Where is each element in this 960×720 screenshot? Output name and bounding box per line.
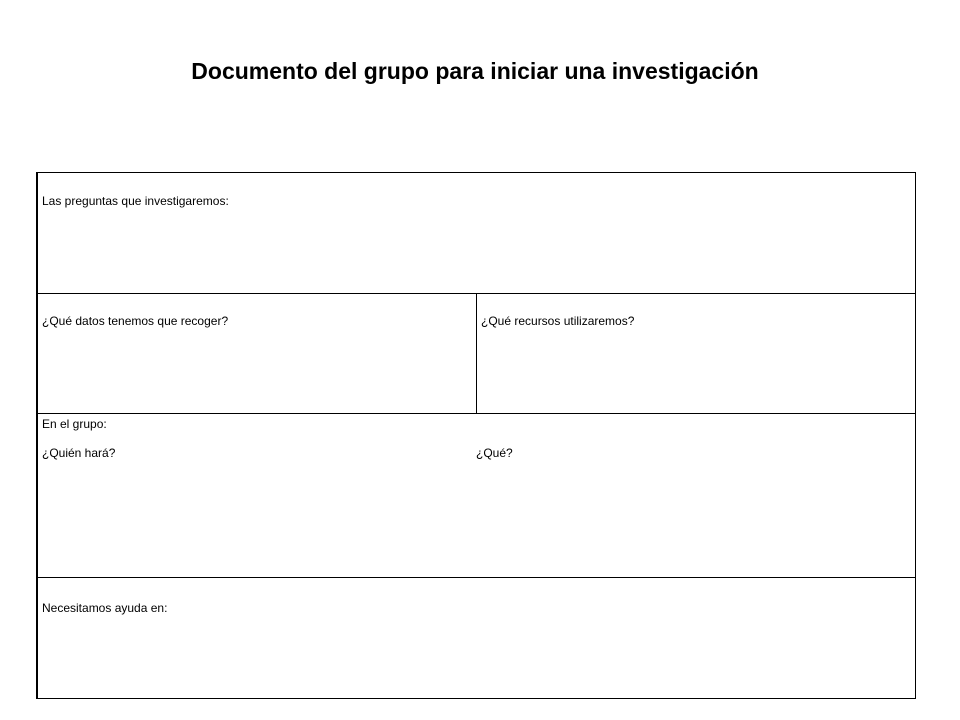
group-label: En el grupo: xyxy=(42,417,107,431)
help-needed-label: Necesitamos ayuda en: xyxy=(42,601,168,615)
data-to-collect-cell[interactable] xyxy=(36,293,477,414)
who-label: ¿Quién hará? xyxy=(42,446,116,460)
questions-label: Las preguntas que investigaremos: xyxy=(42,194,229,208)
resources-cell[interactable] xyxy=(476,293,916,414)
questions-cell[interactable] xyxy=(36,172,916,294)
planning-form xyxy=(36,172,916,699)
help-needed-cell[interactable] xyxy=(36,577,916,699)
data-to-collect-label: ¿Qué datos tenemos que recoger? xyxy=(42,314,229,328)
what-label: ¿Qué? xyxy=(476,446,513,460)
resources-label: ¿Qué recursos utilizaremos? xyxy=(481,314,635,328)
page-title: Documento del grupo para iniciar una investigación xyxy=(191,58,759,84)
group-tasks-cell[interactable] xyxy=(36,413,916,578)
